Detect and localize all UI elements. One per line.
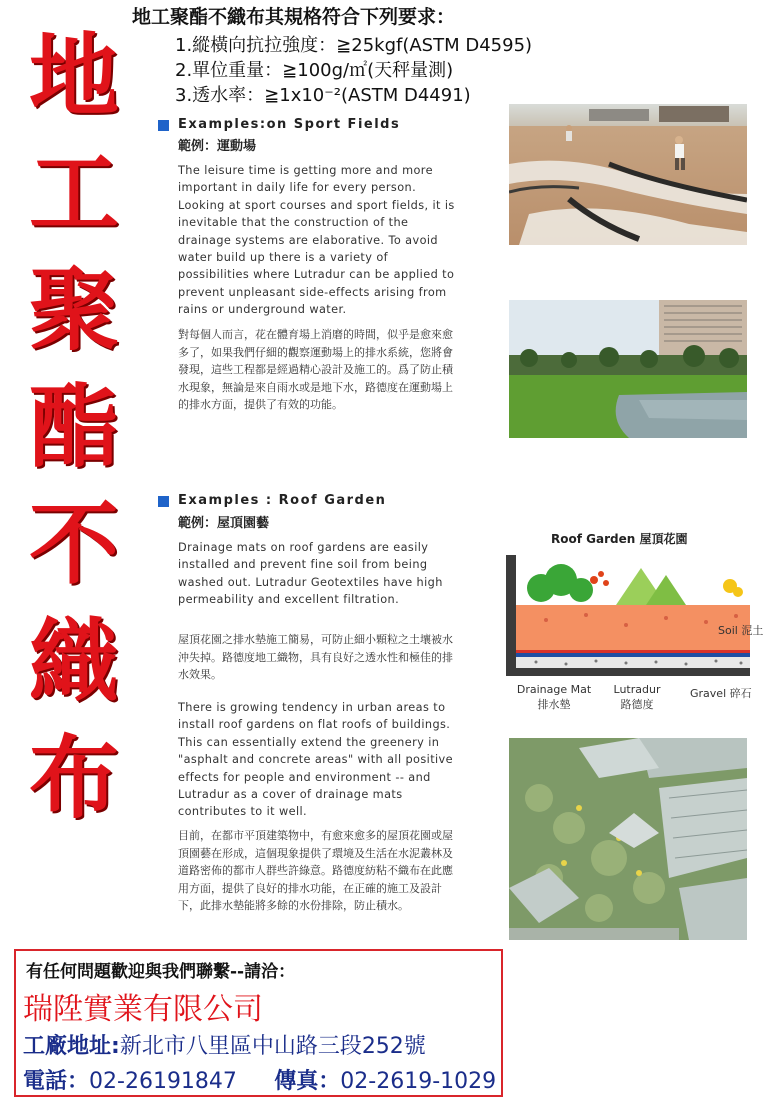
title-char: 工: [29, 141, 119, 246]
lutradur-label: [608, 683, 666, 712]
title-char: 不: [29, 492, 119, 597]
soil-label: Soil 泥土: [718, 624, 764, 637]
roof-garden-diagram: [506, 550, 750, 680]
sport-field-construction-photo: [509, 104, 747, 245]
spec-item: 3.透水率：≧1x10⁻²(ASTM D4491): [175, 85, 471, 106]
diagram-title: Roof Garden 屋頂花園: [551, 532, 688, 546]
rooftop-garden-photo: [509, 738, 747, 940]
gravel-label: Gravel 碎石: [690, 687, 752, 700]
vertical-title: [28, 18, 120, 837]
address-value: 新北市八里區中山路三段252號: [119, 1034, 426, 1059]
roof-text-zh-1: 屋頂花園之排水墊施工簡易，可防止細小顆粒之土壤被水沖失掉。路德度地工織物，具有良好之透水性和極佳的排水效果。: [178, 633, 453, 682]
lutradur-label-zh: 路德度: [620, 698, 654, 711]
section-bullet-icon: [158, 496, 169, 507]
title-char: 酯: [29, 375, 119, 480]
spec-heading: 地工聚酯不織布其規格符合下列要求：: [132, 6, 456, 28]
title-char: 布: [29, 726, 119, 831]
lutradur-label-en: Lutradur: [613, 683, 661, 696]
section-bullet-icon: [158, 120, 169, 131]
spec-item: 2.單位重量：≧100g/㎡(天秤量測): [175, 60, 454, 81]
roof-subtitle: 範例：屋頂園藝: [178, 516, 270, 531]
phone-value[interactable]: 02-26191847: [89, 1069, 237, 1094]
company-name: 瑞陞實業有限公司: [23, 992, 263, 1027]
drainage-mat-label-en: Drainage Mat: [516, 683, 592, 696]
factory-address: [23, 1029, 426, 1060]
drainage-mat-label-zh: 排水墊: [537, 698, 571, 711]
spec-item: 1.縱橫向抗拉強度：≧25kgf(ASTM D4595): [175, 35, 533, 56]
title-char: 織: [29, 609, 119, 714]
drainage-mat-label: [512, 683, 596, 712]
sports-subtitle: 範例：運動場: [178, 139, 257, 154]
phone-fax-line: [23, 1064, 496, 1095]
roof-text-zh-2: 目前，在都市平頂建築物中，有愈來愈多的屋頂花園或屋頂園藝在形成，這個現象提供了環境及生活在水泥叢林及道路密佈的都市人群些許綠意。路德度紡粘不織布在此應用方面，提供了良好的排水功能，在正確的施工及設計下，此排水墊能將多餘的水份排除，防止積水。: [178, 829, 453, 913]
sports-text-en: The leisure time is getting more and more important in daily life for every person. Looking at sport courses and sport fields, it is inevitable that the construction of the drainage systems are elaborative. To avoid water build up there is a variety of possibilities where Lutradur can be applied to prevent unpleasant side-effects arising from rains or underground water.: [178, 164, 455, 317]
roof-title: Examples : Roof Garden: [178, 493, 387, 508]
phone-label: 電話：: [23, 1069, 90, 1094]
roof-text-en-1: Drainage mats on roof gardens are easily installed and prevent fine soil from being washed out. Lutradur Geotextiles have high permeability and excellent filtration.: [178, 541, 443, 607]
sport-field-green-photo: [509, 300, 747, 438]
fax-value: 02-2619-1029: [340, 1069, 497, 1094]
title-char: 聚: [29, 258, 119, 363]
roof-text-en-2: There is growing tendency in urban areas to install roof gardens on flat roofs of buildings. This can essentially extend the greenery in "asphalt and concrete areas" with all positive effects for people and environment -- and Lutradur as a cover of drainage mats contributes to it well.: [178, 701, 453, 819]
fax-label: 傳真：: [274, 1069, 341, 1094]
contact-prompt: 有任何問題歡迎與我們聯繫--請洽：: [26, 962, 296, 982]
title-char: 地: [29, 24, 119, 129]
address-label: 工廠地址:: [23, 1034, 120, 1059]
sports-text-zh: 對每個人而言，花在體育場上消磨的時間，似乎是愈來愈多了，如果我們仔細的觀察運動場上的排水系統，您將會發現，這些工程都是經過精心設計及施工的。爲了防止積水現象，無論是來自雨水或是地下水，路德度在運動場上的排水方面，提供了有效的功能。: [178, 328, 453, 412]
sports-title: Examples:on Sport Fields: [178, 117, 401, 132]
